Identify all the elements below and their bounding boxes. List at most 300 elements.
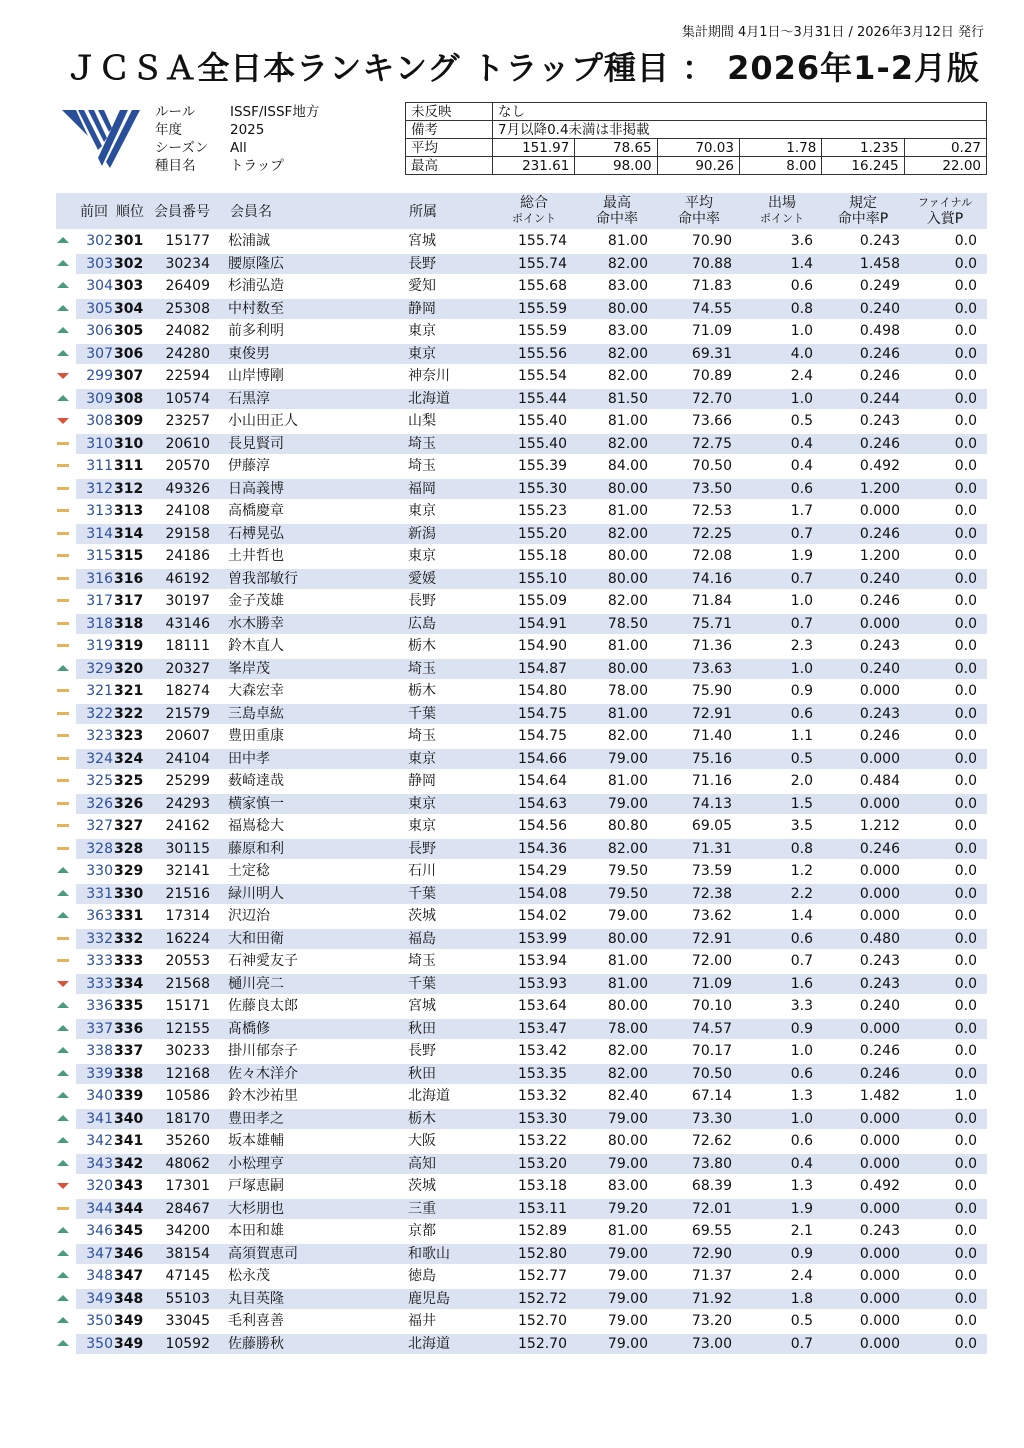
affiliation: 千葉: [408, 885, 436, 902]
rank-value: 324: [114, 750, 144, 767]
max-hit-rate: 81.00: [607, 233, 648, 249]
affiliation: 長野: [408, 840, 436, 857]
page-title: ＪＣＳＡ全日本ランキング トラップ種目 ： 2026年1-2月版: [65, 49, 980, 87]
final-points: 0.0: [954, 390, 977, 407]
rank-prev-value: 328: [86, 840, 113, 857]
avg-hit-rate: 72.70: [691, 390, 732, 407]
total-points: 155.54: [518, 368, 567, 384]
avg-hit-rate: 70.50: [691, 1065, 732, 1082]
info-table: [405, 102, 987, 175]
rank-value: 305: [114, 323, 144, 339]
avg-hit-rate: 73.20: [691, 1313, 732, 1329]
max-stat: 22.00: [904, 157, 986, 175]
trend-up-icon: [56, 1000, 70, 1012]
trend-same-icon: [56, 438, 70, 450]
regulation-points: 0.246: [859, 345, 900, 362]
member-name: 石黒淳: [228, 390, 270, 407]
member-name: 本田和雄: [228, 1223, 284, 1239]
trend-up-icon: [56, 235, 70, 247]
rank-value: 330: [114, 885, 144, 902]
member-name: 大杉朋也: [228, 1200, 284, 1217]
trend-same-icon: [56, 1203, 70, 1215]
regulation-points: 0.243: [859, 1223, 900, 1239]
info-label: 備考: [406, 121, 493, 139]
table-row: [56, 950, 987, 973]
rank-prev-value: 304: [86, 278, 113, 294]
col-max-line1: 最高: [603, 195, 631, 211]
rank-value: 338: [114, 1065, 144, 1082]
total-points: 154.66: [518, 750, 567, 767]
table-row: [56, 410, 987, 433]
affiliation: 広島: [408, 615, 436, 632]
regulation-points: 1.482: [859, 1088, 900, 1104]
rank-value: 309: [114, 413, 144, 429]
total-points: 155.68: [518, 278, 567, 294]
trend-up-icon: [56, 1023, 70, 1035]
table-row: [56, 1153, 987, 1176]
max-hit-rate: 83.00: [607, 1178, 648, 1194]
avg-hit-rate: 72.90: [691, 1245, 732, 1262]
member-name: 丸目英隆: [228, 1290, 284, 1307]
total-points: 154.36: [518, 840, 567, 857]
trend-up-icon: [56, 1090, 70, 1102]
rank-value: 310: [114, 435, 144, 452]
regulation-points: 0.498: [859, 323, 900, 339]
rank-prev-value: 316: [86, 570, 113, 587]
total-points: 154.64: [518, 773, 567, 789]
member-name: 長見賢司: [228, 435, 284, 452]
trend-up-icon: [56, 663, 70, 675]
appearance-points: 1.0: [790, 660, 813, 677]
member-name: 石榑晃弘: [228, 525, 284, 542]
rank-prev-value: 341: [86, 1110, 113, 1127]
regulation-points: 0.246: [859, 1065, 900, 1082]
member-no: 38154: [165, 1245, 210, 1262]
meta-values: [230, 103, 319, 175]
member-no: 29158: [165, 525, 210, 542]
rank-prev-value: 350: [86, 1335, 113, 1352]
col-reg-line2: 命中率P: [837, 211, 889, 227]
appearance-points: 0.6: [790, 480, 813, 497]
max-stat: 231.61: [493, 157, 575, 175]
total-points: 153.64: [518, 998, 567, 1014]
member-name: 樋川亮二: [228, 975, 284, 992]
rank-value: 337: [114, 1043, 144, 1059]
table-row: [56, 433, 987, 456]
meta-value-year: 2025: [230, 122, 265, 138]
regulation-points: 0.000: [859, 1313, 900, 1329]
total-points: 153.11: [518, 1200, 567, 1217]
member-name: 曽我部敏行: [228, 570, 298, 587]
rank-prev-value: 325: [86, 773, 113, 789]
rank-prev-value: 333: [86, 953, 113, 969]
table-row: [56, 658, 987, 681]
trend-same-icon: [56, 550, 70, 562]
meta-value-season: All: [230, 140, 247, 156]
affiliation: 埼玉: [408, 435, 436, 452]
appearance-points: 0.8: [790, 840, 813, 857]
trend-up-icon: [56, 865, 70, 877]
max-stat: 90.26: [657, 157, 739, 175]
final-points: 0.0: [954, 818, 977, 834]
regulation-points: 0.000: [859, 795, 900, 812]
member-no: 21579: [165, 705, 210, 722]
rank-value: 329: [114, 863, 144, 879]
final-points: 0.0: [954, 1223, 977, 1239]
rank-value: 323: [114, 728, 144, 744]
max-hit-rate: 84.00: [607, 458, 648, 474]
member-no: 12155: [165, 1020, 210, 1037]
max-hit-rate: 79.20: [607, 1200, 648, 1217]
table-row: [56, 748, 987, 771]
table-row: [56, 545, 987, 568]
rank-prev-value: 314: [86, 525, 113, 542]
rank-value: 328: [114, 840, 144, 857]
appearance-points: 0.6: [790, 930, 813, 947]
rank-prev-value: 338: [86, 1043, 113, 1059]
member-no: 46192: [165, 570, 210, 587]
member-no: 34200: [165, 1223, 210, 1239]
total-points: 153.99: [518, 930, 567, 947]
rank-value: 304: [114, 300, 144, 317]
rank-value: 335: [114, 998, 144, 1014]
affiliation: 栃木: [408, 638, 436, 654]
member-name: 豊田重康: [228, 728, 284, 744]
member-name: 小山田正人: [228, 413, 298, 429]
table-row: [56, 500, 987, 523]
rank-value: 315: [114, 548, 144, 564]
col-total-line1: 総合: [520, 195, 548, 211]
affiliation: 東京: [408, 345, 436, 362]
trend-up-icon: [56, 1248, 70, 1260]
affiliation: 千葉: [408, 975, 436, 992]
col-member-no: 会員番号: [154, 204, 210, 220]
avg-hit-rate: 73.66: [691, 413, 732, 429]
affiliation: 和歌山: [408, 1245, 450, 1262]
final-points: 0.0: [954, 435, 977, 452]
member-no: 30115: [165, 840, 210, 857]
affiliation: 秋田: [408, 1020, 436, 1037]
total-points: 155.56: [518, 345, 567, 362]
affiliation: 埼玉: [408, 728, 436, 744]
total-points: 154.29: [518, 863, 567, 879]
max-hit-rate: 80.00: [607, 660, 648, 677]
appearance-points: 0.7: [790, 953, 813, 969]
rank-value: 347: [114, 1268, 144, 1284]
final-points: 0.0: [954, 773, 977, 789]
member-no: 32141: [165, 863, 210, 879]
col-max: [584, 193, 650, 229]
final-points: 0.0: [954, 345, 977, 362]
avg-hit-rate: 72.91: [691, 705, 732, 722]
final-points: 0.0: [954, 998, 977, 1014]
member-no: 10574: [165, 390, 210, 407]
avg-hit-rate: 74.16: [691, 570, 732, 587]
max-hit-rate: 82.00: [607, 840, 648, 857]
max-hit-rate: 78.00: [607, 683, 648, 699]
rank-value: 332: [114, 930, 144, 947]
regulation-points: 0.240: [859, 660, 900, 677]
regulation-points: 1.458: [859, 255, 900, 272]
appearance-points: 0.9: [790, 683, 813, 699]
rank-prev-value: 311: [86, 458, 113, 474]
total-points: 153.22: [518, 1133, 567, 1149]
appearance-points: 1.4: [790, 255, 813, 272]
affiliation: 大阪: [408, 1133, 436, 1149]
affiliation: 愛知: [408, 278, 436, 294]
col-reg-line1: 規定: [849, 195, 877, 211]
trend-down-icon: [56, 370, 70, 382]
avg-hit-rate: 74.13: [691, 795, 732, 812]
info-label: 最高: [406, 157, 493, 175]
member-name: 豊田孝之: [228, 1110, 284, 1127]
appearance-points: 1.0: [790, 323, 813, 339]
final-points: 0.0: [954, 1335, 977, 1352]
max-hit-rate: 80.00: [607, 570, 648, 587]
max-hit-rate: 78.50: [607, 615, 648, 632]
max-hit-rate: 79.00: [607, 795, 648, 812]
table-row: [56, 1108, 987, 1131]
final-points: 0.0: [954, 1065, 977, 1082]
table-row: [56, 478, 987, 501]
meta-label: シーズン: [155, 140, 209, 156]
member-name: 坂本雄輔: [228, 1133, 284, 1149]
affiliation: 高知: [408, 1155, 436, 1172]
total-points: 152.70: [518, 1335, 567, 1352]
member-no: 22594: [165, 368, 210, 384]
total-points: 155.59: [518, 323, 567, 339]
table-row: [56, 1040, 987, 1063]
trend-up-icon: [56, 348, 70, 360]
regulation-points: 1.212: [859, 818, 900, 834]
avg-hit-rate: 69.55: [691, 1223, 732, 1239]
rank-value: 340: [114, 1110, 144, 1127]
rank-value: 341: [114, 1133, 144, 1149]
rank-value: 303: [114, 278, 144, 294]
member-no: 15171: [165, 998, 210, 1014]
rank-prev-value: 349: [86, 1290, 113, 1307]
max-hit-rate: 82.00: [607, 1065, 648, 1082]
trend-up-icon: [56, 1315, 70, 1327]
trend-up-icon: [56, 1338, 70, 1350]
table-row: [56, 365, 987, 388]
final-points: 0.0: [954, 458, 977, 474]
total-points: 154.91: [518, 615, 567, 632]
max-hit-rate: 80.00: [607, 998, 648, 1014]
avg-hit-rate: 73.59: [691, 863, 732, 879]
rank-value: 331: [114, 908, 144, 924]
avg-hit-rate: 70.10: [691, 998, 732, 1014]
max-hit-rate: 79.00: [607, 908, 648, 924]
total-points: 153.47: [518, 1020, 567, 1037]
rank-prev-value: 312: [86, 480, 113, 497]
appearance-points: 0.7: [790, 615, 813, 632]
member-no: 18274: [165, 683, 210, 699]
regulation-points: 0.246: [859, 435, 900, 452]
col-pref: 所属: [409, 204, 437, 220]
meta-label: 種目名: [155, 158, 196, 174]
table-row: [56, 815, 987, 838]
col-total: [501, 193, 567, 229]
max-hit-rate: 83.00: [607, 278, 648, 294]
member-name: 福嶌稔大: [228, 818, 284, 834]
rank-value: 308: [114, 390, 144, 407]
rank-prev-value: 307: [86, 345, 113, 362]
rank-value: 339: [114, 1088, 144, 1104]
trend-same-icon: [56, 640, 70, 652]
rank-prev-value: 331: [86, 885, 113, 902]
table-row: [56, 1018, 987, 1041]
table-row: [56, 703, 987, 726]
appearance-points: 2.2: [790, 885, 813, 902]
final-points: 0.0: [954, 368, 977, 384]
col-avg-line1: 平均: [685, 195, 713, 211]
affiliation: 宮城: [408, 233, 436, 249]
member-no: 43146: [165, 615, 210, 632]
total-points: 155.74: [518, 233, 567, 249]
table-header: [56, 193, 987, 229]
trend-up-icon: [56, 325, 70, 337]
regulation-points: 0.492: [859, 458, 900, 474]
max-hit-rate: 79.50: [607, 863, 648, 879]
table-row: [56, 1243, 987, 1266]
max-hit-rate: 81.00: [607, 975, 648, 992]
avg-hit-rate: 70.89: [691, 368, 732, 384]
appearance-points: 2.4: [790, 1268, 813, 1284]
col-avg-line2: 命中率: [678, 211, 720, 227]
regulation-points: 0.243: [859, 413, 900, 429]
rank-prev-value: 308: [86, 413, 113, 429]
rank-value: 314: [114, 525, 144, 542]
trend-up-icon: [56, 258, 70, 270]
col-app: [749, 193, 815, 229]
rank-value: 317: [114, 593, 144, 609]
appearance-points: 0.4: [790, 1155, 813, 1172]
affiliation: 東京: [408, 503, 436, 519]
member-name: 東俊男: [228, 345, 270, 362]
table-row: [56, 680, 987, 703]
avg-hit-rate: 71.09: [691, 975, 732, 992]
regulation-points: 0.480: [859, 930, 900, 947]
member-no: 17314: [165, 908, 210, 924]
final-points: 0.0: [954, 1268, 977, 1284]
table-row: [56, 1085, 987, 1108]
member-no: 20570: [165, 458, 210, 474]
appearance-points: 2.4: [790, 368, 813, 384]
avg-hit-rate: 71.36: [691, 638, 732, 654]
avg-hit-rate: 74.57: [691, 1020, 732, 1037]
trend-up-icon: [56, 910, 70, 922]
avg-hit-rate: 75.90: [691, 683, 732, 699]
final-points: 0.0: [954, 413, 977, 429]
final-points: 0.0: [954, 750, 977, 767]
max-hit-rate: 79.00: [607, 750, 648, 767]
avg-hit-rate: 75.71: [691, 615, 732, 632]
affiliation: 京都: [408, 1223, 436, 1239]
member-name: 山岸博剛: [228, 368, 284, 384]
total-points: 154.90: [518, 638, 567, 654]
affiliation: 北海道: [408, 1335, 450, 1352]
appearance-points: 1.3: [790, 1088, 813, 1104]
avg-hit-rate: 71.92: [691, 1290, 732, 1307]
avg-hit-rate: 70.88: [691, 255, 732, 272]
avg-stat: 151.97: [493, 139, 575, 157]
total-points: 154.75: [518, 728, 567, 744]
rank-prev-value: 347: [86, 1245, 113, 1262]
avg-hit-rate: 75.16: [691, 750, 732, 767]
affiliation: 石川: [408, 863, 436, 879]
max-hit-rate: 80.00: [607, 300, 648, 317]
max-hit-rate: 79.00: [607, 1313, 648, 1329]
appearance-points: 1.4: [790, 908, 813, 924]
rank-value: 343: [114, 1178, 144, 1194]
rank-prev-value: 309: [86, 390, 113, 407]
regulation-points: 1.200: [859, 480, 900, 497]
table-row: [56, 1198, 987, 1221]
meta-value-event: トラップ: [230, 158, 284, 174]
col-fin-line2: 入賞P: [926, 211, 964, 227]
final-points: 0.0: [954, 683, 977, 699]
member-name: 佐々木洋介: [228, 1065, 298, 1082]
appearance-points: 1.2: [790, 863, 813, 879]
appearance-points: 2.3: [790, 638, 813, 654]
member-name: 中村数至: [228, 300, 284, 317]
table-row: [56, 905, 987, 928]
table-row: [56, 230, 987, 253]
appearance-points: 1.8: [790, 1290, 813, 1307]
avg-hit-rate: 73.80: [691, 1155, 732, 1172]
rank-value: 319: [114, 638, 144, 654]
table-row: [56, 1310, 987, 1333]
final-points: 0.0: [954, 705, 977, 722]
final-points: 0.0: [954, 1043, 977, 1059]
avg-hit-rate: 71.37: [691, 1268, 732, 1284]
affiliation: 東京: [408, 323, 436, 339]
total-points: 154.80: [518, 683, 567, 699]
final-points: 0.0: [954, 1155, 977, 1172]
member-name: 土定稔: [228, 863, 270, 879]
rank-value: 306: [114, 345, 144, 362]
member-name: 杉浦弘造: [228, 278, 284, 294]
appearance-points: 0.5: [790, 750, 813, 767]
final-points: 0.0: [954, 570, 977, 587]
avg-hit-rate: 69.05: [691, 818, 732, 834]
appearance-points: 3.6: [790, 233, 813, 249]
regulation-points: 0.244: [859, 390, 900, 407]
total-points: 154.02: [518, 908, 567, 924]
regulation-points: 0.492: [859, 1178, 900, 1194]
rank-value: 322: [114, 705, 144, 722]
appearance-points: 0.9: [790, 1020, 813, 1037]
regulation-points: 0.246: [859, 840, 900, 857]
affiliation: 愛媛: [408, 570, 436, 587]
total-points: 155.74: [518, 255, 567, 272]
appearance-points: 4.0: [790, 345, 813, 362]
appearance-points: 0.5: [790, 1313, 813, 1329]
col-avg: [666, 193, 732, 229]
member-no: 24104: [165, 750, 210, 767]
total-points: 155.23: [518, 503, 567, 519]
regulation-points: 0.000: [859, 1200, 900, 1217]
trend-up-icon: [56, 888, 70, 900]
table-row: [56, 860, 987, 883]
regulation-points: 0.000: [859, 615, 900, 632]
regulation-points: 0.000: [859, 1335, 900, 1352]
max-hit-rate: 82.00: [607, 728, 648, 744]
table-row: [56, 1130, 987, 1153]
affiliation: 長野: [408, 593, 436, 609]
trend-down-icon: [56, 1180, 70, 1192]
